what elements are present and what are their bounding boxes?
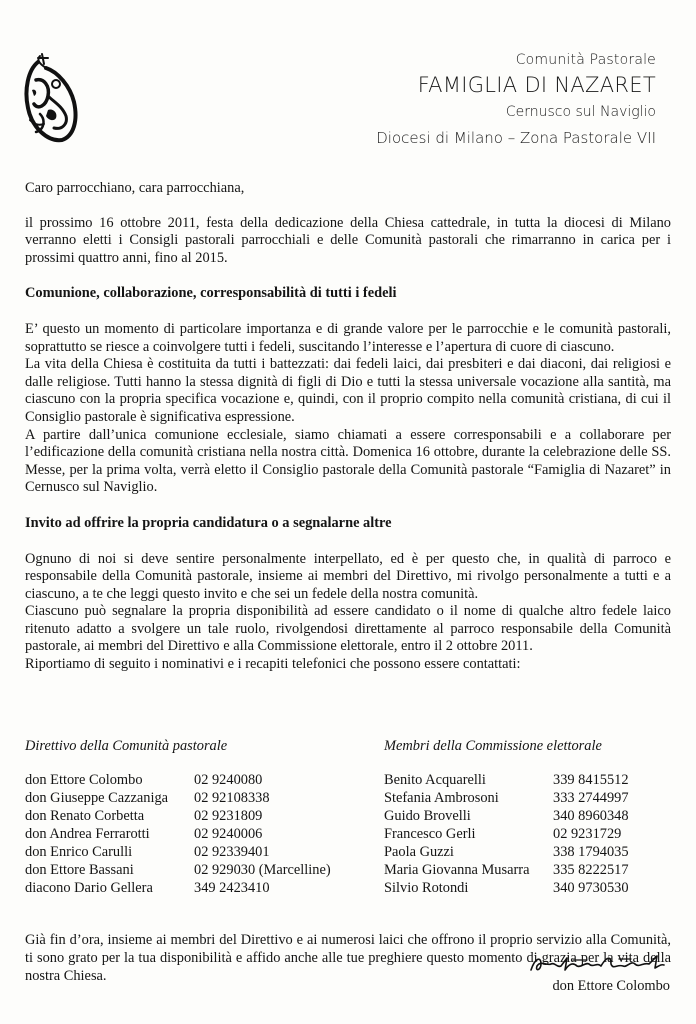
holy-family-logo-icon (18, 50, 80, 150)
section-heading-candidacy: Invito ad offrire la propria candidatura o a segnalarne altre (25, 514, 392, 531)
commissione-title: Membri della Commissione elettorale (384, 738, 602, 754)
intro-paragraph: il prossimo 16 ottobre 2011, festa della dedicazione della Chiesa cattedrale, in tutta la diocesi di Milano verranno eletti i Consigli pastorali parrocchiali e delle Comunità pastorali che rimarranno in carica per i prossimi quattro anni, fino al 2015. (25, 214, 671, 266)
paragraph-nomination: Ciascuno può segnalare la propria disponibilità ad essere candidato o il nome di qualche altro fedele laico ritenuto adatto a svolgere un tale ruolo, rivolgendosi direttamente al parroco responsabile della Comunità pastorale, ai membri del Direttivo e alla Commissione elettorale, entro il 2 ottobre 2011. (25, 603, 671, 655)
paragraph-church-life: La vita della Chiesa è costituita da tutti i battezzati: dai fedeli laici, dai presbiteri e dai diaconi, dai religiosi e dalle religiose. Tutti hanno la stessa dignità di figli di Dio e tutti la stessa universale vocazione alla santità, ma ciascuno con la propria specifica vocazione e, quindi, con il proprio compito nella comunità cristiana, di cui il Consiglio pastorale è significativa espressione. (25, 356, 671, 425)
paragraph-contacts-intro: Riportiamo di seguito i nominativi e i recapiti telefonici che possono essere contattati: (25, 656, 521, 673)
list-item: don Enrico Carulli 02 92339401 (25, 844, 270, 860)
list-item: Silvio Rotondi 340 9730530 (384, 880, 629, 896)
diocese-line: Diocesi di Milano – Zona Pastorale VII (376, 129, 656, 147)
list-item: Francesco Gerli 02 9231729 (384, 826, 622, 842)
section-heading-communion: Comunione, collaborazione, corresponsabilità di tutti i fedeli (25, 285, 397, 302)
list-item: Guido Brovelli 340 8960348 (384, 808, 629, 824)
parish-header (376, 52, 656, 147)
community-name: FAMIGLIA DI NAZARET (417, 73, 656, 97)
handwritten-signature (527, 950, 667, 976)
community-label: Comunità Pastorale (515, 52, 656, 68)
list-item: Stefania Ambrosoni 333 2744997 (384, 790, 629, 806)
commissione-list (384, 738, 674, 897)
greeting: Caro parrocchiano, cara parrocchiana, (25, 180, 245, 196)
signer-name: don Ettore Colombo (552, 978, 670, 994)
letter-body (25, 180, 671, 674)
list-item: don Giuseppe Cazzaniga 02 92108338 (25, 790, 270, 806)
list-item: Paola Guzzi 338 1794035 (384, 844, 629, 860)
list-item: don Ettore Bassani 02 929030 (Marcelline) (25, 862, 331, 878)
paragraph-communion: A partire dall’unica comunione ecclesiale, siamo chiamati a essere corresponsabili e a collaborare per l’edificazione della comunità cristiana nella nostra città. Domenica 16 ottobre, durante la celebrazione delle SS. Messe, per la prima volta, verrà eletto il Consiglio pastorale della Comunità pastorale “Famiglia di Nazaret” in Cernusco sul Naviglio. (25, 426, 671, 496)
list-item: diacono Dario Gellera 349 2423410 (25, 880, 270, 896)
town-name: Cernusco sul Naviglio (505, 104, 656, 120)
paragraph-importance: E’ questo un momento di particolare importanza e di grande valore per le parrocchie e le comunità pastorali, soprattutto se riesce a coinvolgere tutti i fedeli, suscitando l’interesse e l’apertura di cuore di ciascuno. (25, 320, 671, 355)
list-item: Benito Acquarelli 339 8415512 (384, 772, 629, 788)
direttivo-list (25, 738, 375, 897)
list-item: don Ettore Colombo 02 9240080 (25, 772, 263, 788)
closing-paragraph: Già fin d’ora, insieme ai membri del Direttivo e ai numerosi laici che offrono il proprio servizio alla Comunità, ti sono grato per la tua disponibilità e affido anche alle tue preghiere questo momento di grazia per la vita della nostra Chiesa. (25, 932, 671, 984)
list-item: don Andrea Ferrarotti 02 9240006 (25, 826, 263, 842)
paragraph-invitation: Ognuno di noi si deve sentire personalmente interpellato, ed è per questo che, in qualità di parroco e responsabile della Comunità pastorale, insieme ai membri del Direttivo, mi rivolgo personalmente a tutti e a ciascuno, a te che leggi questo invito e che sei un fedele della nostra comunità. (25, 550, 671, 602)
list-item: don Renato Corbetta 02 9231809 (25, 808, 263, 824)
direttivo-title: Direttivo della Comunità pastorale (25, 738, 228, 754)
list-item: Maria Giovanna Musarra 335 8222517 (384, 862, 629, 878)
